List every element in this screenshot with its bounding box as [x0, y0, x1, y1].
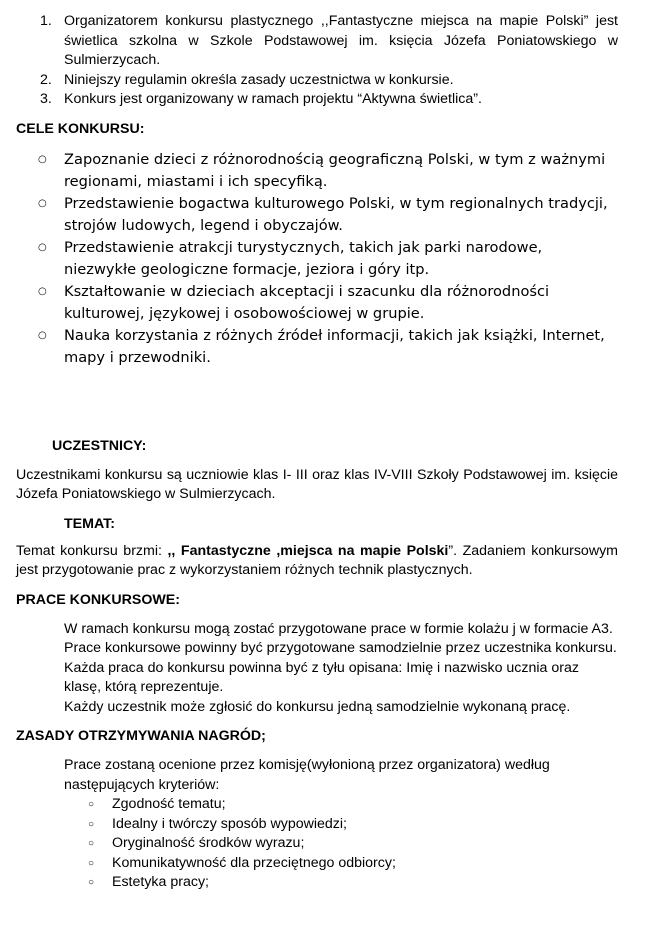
goal-item: [16, 281, 618, 325]
criterion-text: Idealny i twórczy sposób wypowiedzi;: [112, 815, 347, 832]
intro-item: [16, 12, 618, 71]
works-heading: PRACE KONKURSOWE:: [16, 591, 180, 608]
criterion-item: [64, 873, 618, 893]
intro-item-text: Konkurs jest organizowany w ramach projektu “Aktywna świetlica”.: [64, 91, 482, 107]
circle-bullet-icon: ○: [38, 197, 47, 209]
works-block: [64, 620, 618, 718]
goals-heading: CELE KONKURSU:: [16, 120, 145, 137]
circle-bullet-icon: ○: [88, 857, 95, 869]
criterion-item: [64, 795, 618, 815]
goal-item: [16, 325, 618, 369]
goal-text: Przedstawienie atrakcji turystycznych, takich jak parki narodowe, niezwykłe geologiczne formacje, jeziora i góry itp.: [64, 238, 543, 278]
intro-item: [16, 90, 618, 110]
topic-title: ,, Fantastyczne ,miejsca na mapie Polski: [167, 542, 449, 559]
works-paragraph: W ramach konkursu mogą zostać przygotowane prace w formie kolażu j w formacie A3.: [64, 620, 613, 637]
goal-text: Nauka korzystania z różnych źródeł informacji, takich jak książki, Internet, mapy i przewodniki.: [64, 326, 605, 366]
intro-list: [16, 12, 618, 110]
goal-item: [16, 237, 618, 281]
criterion-text: Estetyka pracy;: [112, 874, 209, 890]
circle-bullet-icon: ○: [38, 329, 47, 341]
topic-paragraph: [16, 542, 618, 581]
list-number: 1.: [40, 13, 52, 29]
list-number: 3.: [40, 91, 52, 107]
awards-intro: Prace zostaną ocenione przez komisję(wyłonioną przez organizatora) według następujących kryteriów:: [64, 757, 550, 793]
criterion-item: [64, 834, 618, 854]
goal-item: [16, 193, 618, 237]
circle-bullet-icon: ○: [38, 241, 47, 253]
awards-heading: ZASADY OTRZYMYWANIA NAGRÓD;: [16, 728, 266, 744]
awards-intro-block: [64, 756, 618, 795]
works-paragraph: Każda praca do konkursu powinna być z tyłu opisana: Imię i nazwisko ucznia oraz klasę, którą reprezentuje.: [64, 659, 579, 695]
works-paragraph: Każdy uczestnik może zgłosić do konkursu jedną samodzielnie wykonaną pracę.: [64, 698, 571, 715]
criterion-text: Oryginalność środków wyrazu;: [112, 835, 305, 851]
topic-heading: TEMAT:: [64, 515, 115, 532]
document-page: [16, 12, 618, 893]
circle-bullet-icon: ○: [88, 838, 95, 849]
circle-bullet-icon: ○: [88, 818, 95, 830]
circle-bullet-icon: ○: [88, 877, 95, 888]
intro-item: [16, 71, 618, 91]
topic-suffix: ”. Zadaniem konkursowym jest przygotowanie prac z wykorzystaniem różnych technik plastycznych.: [16, 542, 618, 578]
circle-bullet-icon: ○: [38, 153, 47, 165]
goal-text: Przedstawienie bogactwa kulturowego Polski, w tym regionalnych tradycji, strojów ludowych, legend i obyczajów.: [64, 194, 608, 234]
criterion-text: Komunikatywność dla przeciętnego odbiorcy;: [112, 854, 396, 871]
circle-bullet-icon: ○: [88, 799, 95, 810]
circle-bullet-icon: ○: [38, 285, 47, 297]
criteria-list: [64, 795, 618, 893]
participants-text: Uczestnikami konkursu są uczniowie klas I- III oraz klas IV-VIII Szkoły Podstawowej im. księcie Józefa Poniatowskiego w Sulmierzycach.: [16, 466, 618, 502]
goal-text: Zapoznanie dzieci z różnorodnością geograficzną Polski, w tym z ważnymi regionami, miastami i ich specyfiką.: [64, 150, 606, 190]
criterion-item: [64, 815, 618, 835]
goal-item: [16, 149, 618, 193]
criterion-text: Zgodność tematu;: [112, 796, 226, 812]
intro-item-text: Niniejszy regulamin określa zasady uczestnictwa w konkursie.: [64, 71, 454, 88]
criterion-item: [64, 854, 618, 874]
list-number: 2.: [40, 71, 52, 88]
topic-prefix: Temat konkursu brzmi:: [16, 542, 168, 559]
intro-item-text: Organizatorem konkursu plastycznego ,,Fantastyczne miejsca na mapie Polski” jest świetlica szkolna w Szkole Podstawowej im. księcia Józefa Poniatowskiego w Sulmierzycach.: [64, 13, 618, 68]
goal-text: Kształtowanie w dzieciach akceptacji i szacunku dla różnorodności kulturowej, językowej i osobowościowej w grupie.: [64, 282, 550, 322]
works-paragraph: Prace konkursowe powinny być przygotowane samodzielnie przez uczestnika konkursu.: [64, 640, 617, 656]
participants-heading: UCZESTNICY:: [52, 437, 147, 454]
goals-list: [16, 149, 618, 369]
